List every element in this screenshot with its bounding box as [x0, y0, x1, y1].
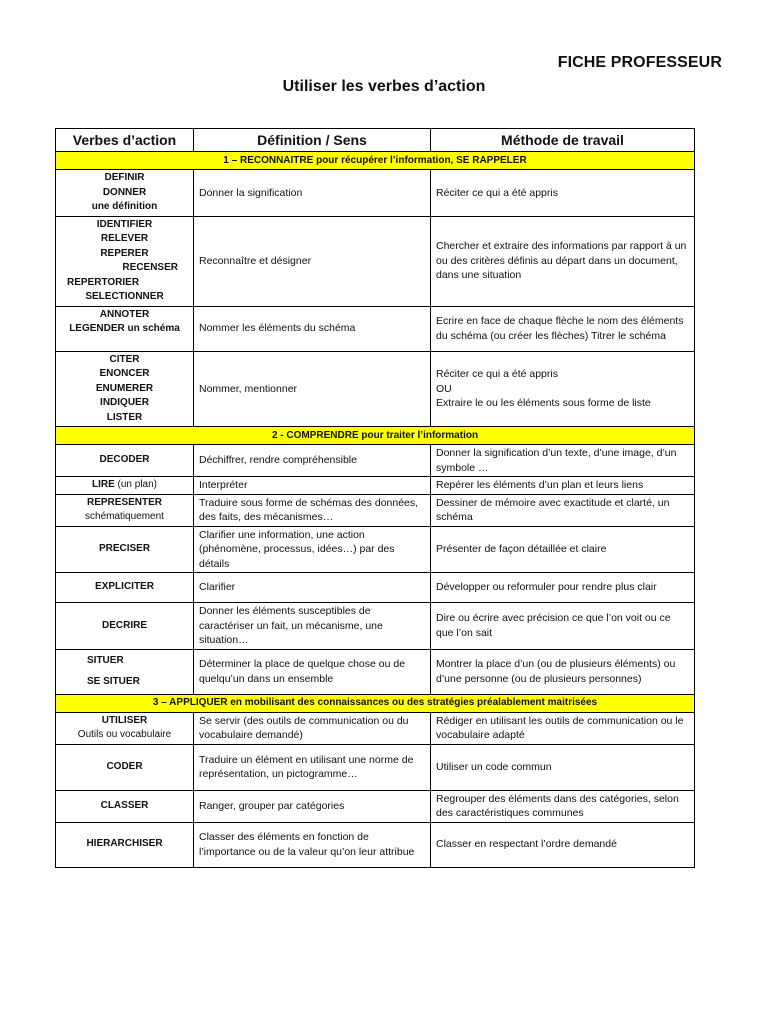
- verb: RELEVER: [100, 233, 149, 244]
- verb-cell: [56, 477, 194, 495]
- verb: EXPLICITER: [95, 581, 154, 593]
- definition-cell: Reconnaître et désigner: [194, 216, 431, 306]
- verb-cell: [56, 306, 194, 351]
- verb: CODER: [106, 760, 143, 772]
- definition-cell: Déterminer la place de quelque chose ou de quelqu’un dans un ensemble: [194, 649, 431, 694]
- methode-cell: Présenter de façon détaillée et claire: [431, 526, 695, 573]
- definition-cell: Donner la signification: [194, 170, 431, 217]
- verb-cell: [56, 822, 194, 867]
- verb: SELECTIONNER: [85, 291, 164, 302]
- definition-cell: Traduire un élément en utilisant une norme de représentation, un pictogramme…: [194, 744, 431, 790]
- table-row: [56, 170, 695, 217]
- verb: LISTER: [106, 411, 143, 423]
- verb: DECODER: [99, 454, 150, 466]
- verb: INDIQUER: [100, 397, 149, 408]
- verb: ENONCER: [99, 368, 150, 379]
- section-title: 1 – RECONNAITRE pour récupérer l’information, SE RAPPELER: [56, 152, 695, 170]
- definition-cell: Traduire sous forme de schémas des données, des faits, des mécanismes…: [194, 494, 431, 526]
- table-row: [56, 712, 695, 744]
- column-header-verbes: Verbes d’action: [56, 129, 194, 152]
- verb: REPERTORIER: [67, 276, 140, 288]
- methode-cell: Donner la signification d’un texte, d’une image, d’un symbole …: [431, 445, 695, 477]
- methode-cell: Rédiger en utilisant les outils de communication ou le vocabulaire adapté: [431, 712, 695, 744]
- verb: ANNOTER: [99, 308, 150, 320]
- table-row: [56, 573, 695, 603]
- verb: DEFINIR: [104, 172, 145, 183]
- verb: REPERER: [100, 247, 149, 259]
- verb: RECENSER: [122, 262, 178, 273]
- verb: CITER: [109, 353, 140, 365]
- table-row: [56, 822, 695, 867]
- methode-cell: Regrouper des éléments dans des catégories, selon des caractéristiques communes: [431, 790, 695, 822]
- table-row: [56, 494, 695, 526]
- fiche-label: FICHE PROFESSEUR: [557, 54, 722, 71]
- definition-cell: Nommer, mentionner: [194, 351, 431, 427]
- table-header-row: [56, 129, 695, 152]
- table-row: [56, 306, 695, 351]
- verb-cell: [56, 603, 194, 650]
- methode-cell: Montrer la place d’un (ou de plusieurs éléments) ou d’une personne (ou de plusieurs personnes): [431, 649, 695, 694]
- verb-cell: [56, 712, 194, 744]
- methode-cell: Classer en respectant l’ordre demandé: [431, 822, 695, 867]
- table-row: [56, 445, 695, 477]
- verb: IDENTIFIER: [96, 218, 153, 230]
- verb: HIERARCHISER: [86, 838, 163, 850]
- definition-cell: Déchiffrer, rendre compréhensible: [194, 445, 431, 477]
- verb-cell: [56, 494, 194, 526]
- table-row: [56, 351, 695, 427]
- verb: LEGENDER un schéma: [69, 323, 180, 334]
- section-row-comprendre: [56, 427, 695, 445]
- verb-cell: [56, 649, 194, 694]
- verb-qualifier: schématiquement: [85, 511, 164, 522]
- page-title: Utiliser les verbes d’action: [282, 78, 486, 95]
- verb-qualifier: Outils ou vocabulaire: [77, 729, 172, 740]
- methode-line: Extraire le ou les éléments sous forme de liste: [436, 397, 651, 409]
- methode-cell: Chercher et extraire des informations par rapport à un ou des critères définis au départ dans un document, dans une situation: [431, 216, 695, 306]
- methode-cell: [431, 351, 695, 427]
- verb: CLASSER: [100, 799, 149, 811]
- methode-line: Réciter ce qui a été appris: [436, 368, 558, 380]
- table-row: [56, 216, 695, 306]
- definition-cell: Ranger, grouper par catégories: [194, 790, 431, 822]
- methode-cell: Développer ou reformuler pour rendre plus clair: [431, 573, 695, 603]
- definition-cell: Interpréter: [194, 477, 431, 495]
- table-row: [56, 790, 695, 822]
- verb-qualifier: (un plan): [114, 479, 158, 490]
- table-row: [56, 477, 695, 495]
- verb-cell: [56, 573, 194, 603]
- methode-cell: Dire ou écrire avec précision ce que l’on voit ou ce que l’on sait: [431, 603, 695, 650]
- methode-cell: Ecrire en face de chaque flèche le nom des éléments du schéma (ou créer les flèches) Titrer le schéma: [431, 306, 695, 351]
- verb: DECRIRE: [101, 619, 147, 631]
- section-row-appliquer: [56, 694, 695, 712]
- definition-cell: Nommer les éléments du schéma: [194, 306, 431, 351]
- verb-cell: [56, 216, 194, 306]
- verb: ENUMERER: [95, 382, 154, 394]
- definition-cell: Clarifier: [194, 573, 431, 603]
- section-row-reconnaitre: [56, 152, 695, 170]
- verb: DONNER: [102, 186, 147, 198]
- table-row: [56, 744, 695, 790]
- verb: UTILISER: [101, 714, 148, 726]
- verb-cell: [56, 170, 194, 217]
- verb: LIRE: [91, 479, 115, 490]
- definition-cell: Clarifier une information, une action (phénomène, processus, idées…) par des détails: [194, 526, 431, 573]
- column-header-methode: Méthode de travail: [431, 129, 695, 152]
- verbs-table: [55, 128, 695, 868]
- definition-cell: Se servir (des outils de communication ou du vocabulaire demandé): [194, 712, 431, 744]
- definition-cell: Donner les éléments susceptibles de caractériser un fait, un mécanisme, une situation…: [194, 603, 431, 650]
- verb-cell: [56, 744, 194, 790]
- verb-cell: [56, 790, 194, 822]
- methode-line: OU: [436, 382, 452, 395]
- methode-cell: Dessiner de mémoire avec exactitude et clarté, un schéma: [431, 494, 695, 526]
- table-row: [56, 603, 695, 650]
- section-title: 3 – APPLIQUER en mobilisant des connaissances ou des stratégies préalablement maitrisées: [56, 694, 695, 712]
- methode-cell: Repérer les éléments d’un plan et leurs liens: [431, 477, 695, 495]
- methode-cell: Réciter ce qui a été appris: [431, 170, 695, 217]
- verb: PRECISER: [98, 543, 151, 554]
- verb: SE SITUER: [87, 675, 140, 687]
- section-title: 2 - COMPRENDRE pour traiter l’information: [56, 427, 695, 445]
- methode-cell: Utiliser un code commun: [431, 744, 695, 790]
- table-row: [56, 649, 695, 694]
- verb-cell: [56, 526, 194, 573]
- verb-cell: [56, 351, 194, 427]
- verb: SITUER: [87, 655, 124, 666]
- verb: REPRESENTER: [86, 496, 162, 508]
- definition-cell: Classer des éléments en fonction de l’importance ou de la valeur qu’on leur attribue: [194, 822, 431, 867]
- column-header-definition: Définition / Sens: [194, 129, 431, 152]
- verb: une définition: [91, 201, 158, 212]
- verb-cell: [56, 445, 194, 477]
- table-row: [56, 526, 695, 573]
